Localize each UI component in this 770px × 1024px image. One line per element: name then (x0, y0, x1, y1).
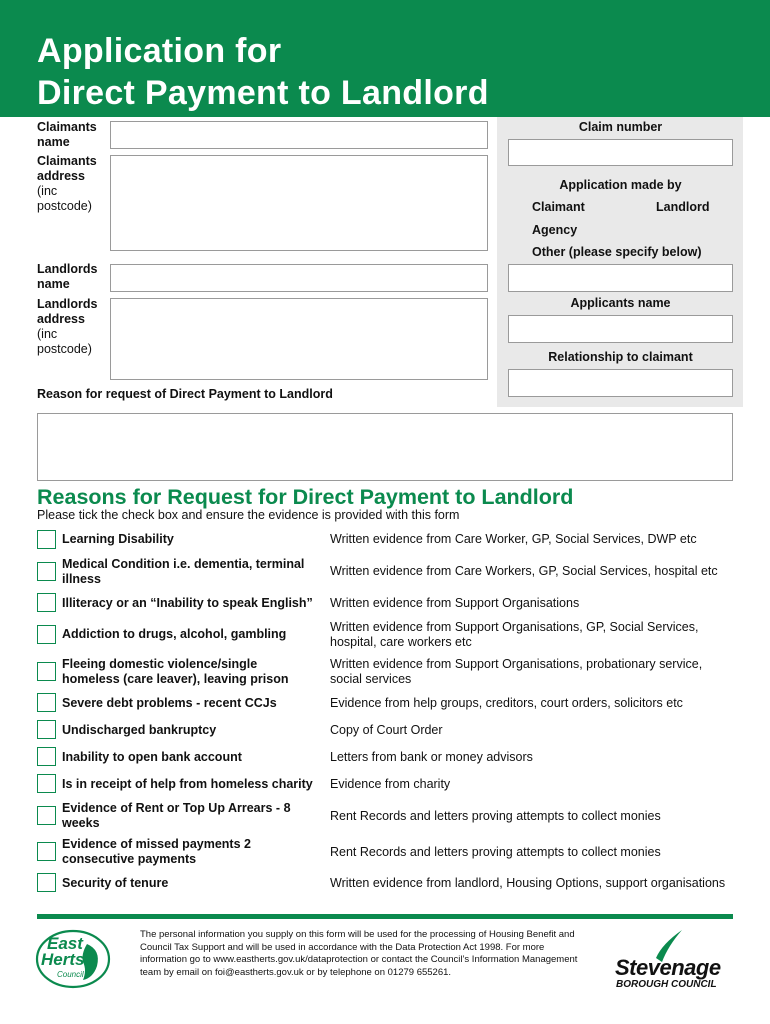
claimants-address-inc: (inc (37, 184, 58, 198)
stevenage-logo-name: Stevenage (615, 955, 721, 980)
title-line-1: Application for (37, 32, 282, 70)
reason-checkbox[interactable] (37, 774, 56, 793)
other-specify-input[interactable] (508, 264, 733, 292)
reason-checkbox[interactable] (37, 530, 56, 549)
reason-label-text: Fleeing domestic violence/single homeless (care leaver), leaving prison (62, 657, 289, 686)
reason-checkbox[interactable] (37, 593, 56, 612)
option-claimant[interactable]: Claimant (532, 200, 585, 214)
reason-row (37, 620, 747, 650)
reason-checkbox[interactable] (37, 625, 56, 644)
reason-label-text: Evidence of Rent or Top Up Arrears - 8 weeks (62, 801, 291, 830)
reason-row (37, 774, 747, 794)
reason-checkbox[interactable] (37, 747, 56, 766)
reason-evidence-text: Written evidence from Support Organisations, GP, Social Services, hospital, care workers etc (330, 620, 699, 649)
landlords-name-input[interactable] (110, 264, 488, 292)
reason-label-text: Severe debt problems - recent CCJs (62, 696, 277, 710)
landlords-address-postcode: postcode) (37, 342, 92, 356)
stevenage-logo-sub: BOROUGH COUNCIL (616, 979, 717, 990)
application-made-by-label: Application made by (559, 178, 682, 192)
landlords-address-inc: (inc (37, 327, 58, 341)
reason-checkbox[interactable] (37, 562, 56, 581)
reason-row (37, 530, 747, 550)
claim-number-label: Claim number (578, 120, 663, 134)
reason-row (37, 557, 747, 587)
reason-row (37, 720, 747, 740)
applicants-name-input[interactable] (508, 315, 733, 343)
claimants-name-input[interactable] (110, 121, 488, 149)
reasons-section-title: Reasons for Request for Direct Payment to Landlord (37, 485, 574, 509)
reasons-instructions: Please tick the check box and ensure the evidence is provided with this form (37, 508, 460, 522)
landlords-address-text: Landlords address (37, 297, 98, 326)
reason-row (37, 837, 747, 867)
east-herts-logo-line2: Herts (41, 950, 85, 969)
reason-row (37, 593, 747, 613)
reason-label-text: Addiction to drugs, alcohol, gambling (62, 627, 287, 641)
reason-input[interactable] (37, 413, 733, 481)
reason-evidence-text: Written evidence from Support Organisations, probationary service, social services (330, 657, 703, 686)
reason-evidence-text: Rent Records and letters proving attempts to collect monies (330, 809, 661, 823)
reason-label-text: Learning Disability (62, 532, 174, 546)
footer-divider (37, 914, 733, 919)
reason-label-text: Security of tenure (62, 876, 169, 890)
reason-label-text: Is in receipt of help from homeless charity (62, 777, 313, 791)
reason-checkbox[interactable] (37, 806, 56, 825)
east-herts-logo-line3: Council (57, 970, 84, 979)
reason-evidence-text: Written evidence from Support Organisations (330, 596, 580, 610)
east-herts-logo (35, 928, 113, 990)
relationship-input[interactable] (508, 369, 733, 397)
claim-number-input[interactable] (508, 139, 733, 166)
privacy-notice: The personal information you supply on this form will be used for the processing of Housing Benefit and Council Tax Support and will be used in accordance with the Data Protection Act 1998. For more information go to www.eastherts.gov.uk/dataprotection or contact the Council’s Information Management team by email on foi@eastherts.gov.uk or by telephone on 01279 655261. (140, 929, 578, 978)
reason-label-text: Illiteracy or an “Inability to speak English” (62, 596, 313, 610)
claimants-name-label: Claimants name (37, 120, 97, 149)
reason-label-text: Evidence of missed payments 2 consecutive payments (62, 837, 251, 866)
reason-evidence-text: Evidence from charity (330, 777, 451, 791)
applicants-name-label: Applicants name (570, 296, 671, 310)
claimants-address-postcode: postcode) (37, 199, 92, 213)
reason-evidence-text: Written evidence from Care Worker, GP, Social Services, DWP etc (330, 532, 697, 546)
landlords-name-label: Landlords name (37, 262, 98, 291)
landlords-address-label (37, 297, 107, 357)
reason-label: Reason for request of Direct Payment to Landlord (37, 387, 333, 401)
reason-checkbox[interactable] (37, 693, 56, 712)
reason-evidence-text: Evidence from help groups, creditors, court orders, solicitors etc (330, 696, 683, 710)
claimants-address-text: Claimants address (37, 154, 97, 183)
title-line-2: Direct Payment to Landlord (37, 74, 489, 112)
stevenage-logo (612, 928, 734, 990)
reason-label-text: Medical Condition i.e. dementia, terminal illness (62, 557, 305, 586)
reason-evidence-text: Written evidence from Care Workers, GP, Social Services, hospital etc (330, 564, 718, 578)
reason-checkbox[interactable] (37, 662, 56, 681)
page-title (37, 30, 489, 114)
reason-evidence-text: Copy of Court Order (330, 723, 443, 737)
option-landlord[interactable]: Landlord (656, 200, 710, 214)
reason-evidence-text: Letters from bank or money advisors (330, 750, 533, 764)
reason-checkbox[interactable] (37, 720, 56, 739)
east-herts-logo-line1: East (47, 934, 83, 953)
reason-row (37, 657, 747, 687)
claimants-address-input[interactable] (110, 155, 488, 251)
reason-evidence-text: Rent Records and letters proving attempts to collect monies (330, 845, 661, 859)
reason-row (37, 801, 747, 831)
reason-evidence-text: Written evidence from landlord, Housing Options, support organisations (330, 876, 726, 890)
option-agency[interactable]: Agency (532, 223, 578, 237)
reason-checkbox[interactable] (37, 873, 56, 892)
reason-row (37, 693, 747, 713)
relationship-label: Relationship to claimant (548, 350, 693, 364)
landlords-address-input[interactable] (110, 298, 488, 380)
claimants-address-label (37, 154, 107, 214)
reason-checkbox[interactable] (37, 842, 56, 861)
option-other[interactable]: Other (please specify below) (532, 245, 702, 259)
reason-label-text: Undischarged bankruptcy (62, 723, 217, 737)
reason-row (37, 873, 747, 893)
reason-label-text: Inability to open bank account (62, 750, 242, 764)
reason-row (37, 747, 747, 767)
